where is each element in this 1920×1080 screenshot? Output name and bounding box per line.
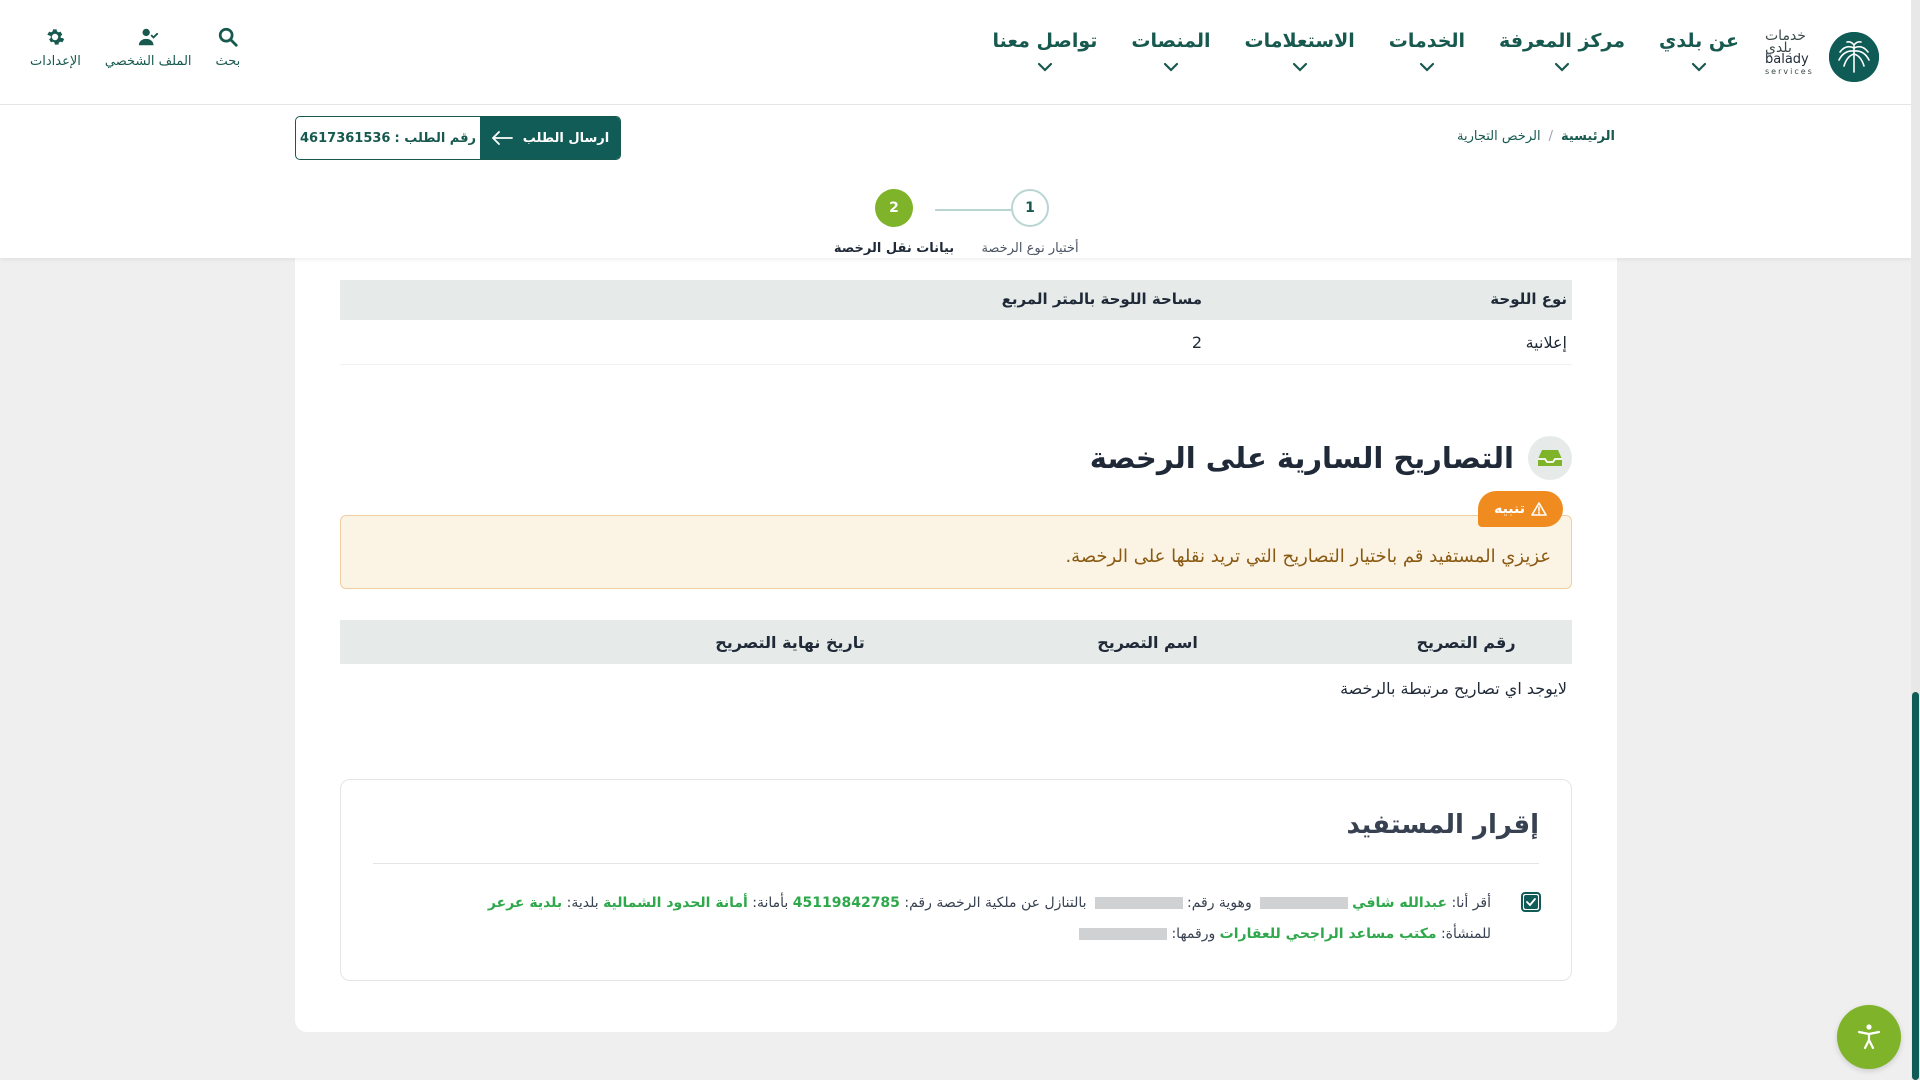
nav-services[interactable] [1389, 30, 1465, 72]
step-2-number: 2 [875, 189, 913, 227]
settings-button[interactable] [30, 26, 81, 69]
send-request-button[interactable] [480, 117, 620, 159]
license-number: 45119842785 [792, 895, 900, 911]
declaration-title: إقرار المستفيد [1346, 810, 1539, 840]
declaration-checkbox[interactable] [1521, 892, 1541, 912]
chevron-down-icon [1419, 62, 1435, 72]
nav-contact-label: تواصل معنا [992, 30, 1098, 52]
accessibility-button[interactable] [1837, 1005, 1901, 1069]
declaration-text-4: بأمانة: [752, 895, 789, 911]
declaration-text [441, 888, 1491, 950]
nav-platforms[interactable] [1131, 30, 1210, 72]
plate-table-header [340, 280, 1572, 320]
establishment-name: مكتب مساعد الراجحي للعقارات [1219, 926, 1437, 942]
chevron-down-icon [1691, 62, 1707, 72]
step-2[interactable] [834, 189, 954, 256]
declaration-text-5: بلدية: [566, 895, 599, 911]
plate-table [340, 280, 1572, 365]
plate-type-header: نوع اللوحة [1490, 290, 1567, 308]
breadcrumb-current[interactable]: الرخص التجارية [1457, 129, 1541, 144]
palm-emblem-icon [1829, 32, 1879, 82]
user-check-icon [137, 26, 159, 48]
logo-english: balady [1765, 52, 1809, 67]
search-button[interactable] [216, 26, 241, 69]
step-1-number: 1 [1011, 189, 1049, 227]
permit-end-date-header: تاريخ نهاية التصريح [715, 632, 865, 652]
amana-name: أمانة الحدود الشمالية [603, 895, 748, 911]
profile-button[interactable] [105, 26, 192, 69]
accessibility-icon [1854, 1022, 1884, 1052]
breadcrumb-home[interactable]: الرئيسية [1560, 129, 1615, 144]
table-row [340, 320, 1572, 365]
search-icon [217, 26, 239, 48]
nav-knowledge-label: مركز المعرفة [1499, 30, 1626, 52]
breadcrumb-separator: / [1548, 129, 1553, 144]
profile-label: الملف الشخصي [104, 54, 192, 69]
send-request-label: ارسال الطلب [522, 130, 610, 146]
logo-wordmark [1765, 30, 1821, 78]
alert-message: عزيزي المستفيد قم باختيار التصاريح التي تريد نقلها على الرخصة. [1065, 546, 1551, 567]
permits-title: التصاريح السارية على الرخصة [1089, 441, 1514, 475]
redacted-id-2 [1095, 897, 1183, 909]
page-subheader [0, 105, 1911, 258]
nav-about-label: عن بلدي [1659, 30, 1739, 52]
declaration-text-7: ورقمها: [1171, 926, 1216, 942]
nav-about[interactable] [1659, 30, 1739, 72]
chevron-down-icon [1554, 62, 1570, 72]
step-1[interactable] [970, 189, 1090, 256]
gear-icon [44, 26, 66, 48]
baladiya-name: بلدية عرعر [487, 895, 563, 911]
main-card [295, 200, 1617, 1032]
plate-area-cell: 2 [1191, 332, 1202, 352]
scrollbar-thumb[interactable] [1912, 692, 1919, 1080]
beneficiary-name: عبدالله شافي [1352, 895, 1448, 911]
chevron-down-icon [1292, 62, 1308, 72]
declaration-text-6: للمنشأة: [1440, 926, 1491, 942]
inbox-icon [1528, 436, 1572, 480]
nav-platforms-label: المنصات [1131, 30, 1211, 52]
nav-inquiries-label: الاستعلامات [1244, 30, 1355, 52]
nav-contact[interactable] [993, 30, 1098, 72]
permit-number-header: رقم التصريح [1416, 632, 1516, 652]
breadcrumb [1457, 129, 1615, 144]
permits-empty-message: لايوجد اي تصاريح مرتبطة بالرخصة [1340, 678, 1567, 698]
redacted-id [1260, 897, 1348, 909]
chevron-down-icon [1037, 62, 1053, 72]
alert-tag-label: تنبيه [1494, 501, 1525, 517]
logo-word: بلدي [1765, 40, 1792, 56]
declaration-divider [373, 863, 1539, 864]
request-number-label: رقم الطلب : [394, 130, 476, 146]
permits-table [340, 620, 1572, 712]
search-label: بحث [215, 54, 241, 69]
declaration-text-1: أقر أنا: [1451, 895, 1491, 911]
permits-alert [340, 501, 1572, 589]
logo-arabic: خدمات [1765, 28, 1806, 44]
request-number-display [296, 117, 480, 159]
arrow-left-icon [491, 131, 513, 145]
logo-services: services [1765, 67, 1814, 76]
alert-tag [1478, 491, 1563, 527]
nav-knowledge-center[interactable] [1499, 30, 1625, 72]
plate-area-header: مساحة اللوحة بالمتر المربع [1001, 290, 1202, 308]
settings-label: الإعدادات [30, 54, 81, 69]
step-1-label: أختيار نوع الرخصة [981, 241, 1079, 256]
permits-section-title [1090, 436, 1572, 480]
declaration-text-2: وهوية رقم: [1186, 895, 1252, 911]
checkmark-icon [1524, 895, 1538, 909]
beneficiary-declaration [340, 779, 1572, 981]
plate-type-cell: إعلانية [1525, 332, 1567, 352]
warning-icon [1531, 502, 1547, 516]
request-box [295, 116, 621, 160]
main-nav [959, 30, 1739, 72]
balady-logo[interactable] [1767, 28, 1879, 86]
request-number-value: 4617361536 [300, 130, 391, 146]
redacted-establishment-number [1079, 928, 1167, 940]
permit-name-header: اسم التصريح [1097, 632, 1198, 652]
top-navbar [0, 0, 1911, 105]
step-2-label: بيانات نقل الرخصة [833, 241, 955, 256]
chevron-down-icon [1163, 62, 1179, 72]
declaration-text-3: بالتنازل عن ملكية الرخصة رقم: [904, 895, 1087, 911]
permits-table-header [340, 620, 1572, 664]
utility-links [30, 26, 264, 69]
progress-stepper [820, 189, 1090, 259]
nav-services-label: الخدمات [1388, 30, 1466, 52]
nav-inquiries[interactable] [1244, 30, 1354, 72]
page-scrollbar[interactable] [1911, 0, 1920, 1080]
